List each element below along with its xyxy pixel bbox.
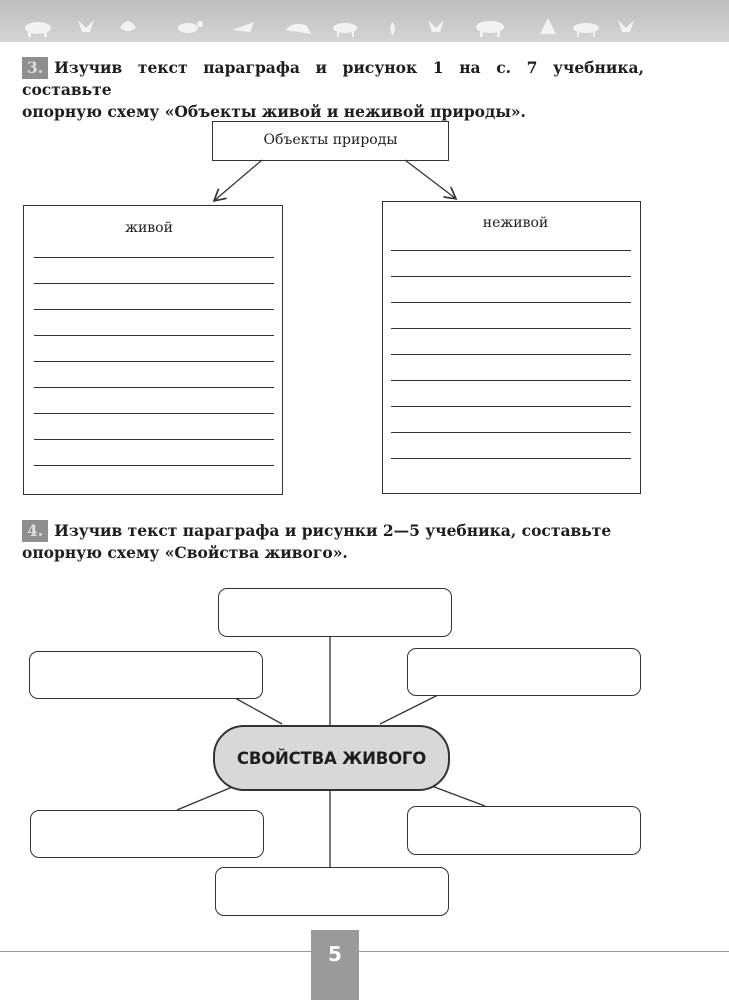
scheme3-root-label: Объекты природы [263,132,398,148]
property-box-top[interactable] [218,588,452,637]
property-box-upper-right[interactable] [407,648,641,696]
task-3-line1: Изучив текст параграфа и рисунок 1 на с. 7 учебника, составьте [22,58,644,99]
connector-lower-right [429,785,485,806]
task-4-line1: Изучив текст параграфа и рисунки 2—5 учебника, составьте [54,521,612,540]
scheme3-left-label: живой [125,220,173,236]
connector-upper-left [235,698,282,724]
connector-upper-right [380,694,440,724]
property-box-bottom[interactable] [215,867,449,916]
arrow-to-living [215,160,262,200]
arrow-to-nonliving [405,160,455,198]
connector-lower-left [177,785,237,810]
task-4-number: 4. [22,520,48,542]
footer-rule [0,951,729,952]
page-number: 5 [311,930,359,1000]
property-box-upper-left[interactable] [29,651,263,699]
scheme3-right-label: неживой [482,215,549,231]
center-label-pill [213,725,450,791]
task-4-line2: опорную схему «Свойства живого». [22,543,348,562]
center-label: СВОЙСТВА ЖИВОГО [236,748,427,768]
task-3-number: 3. [22,57,48,79]
task-3-line2: опорную схему «Объекты живой и неживой природы». [22,102,526,121]
property-box-lower-right[interactable] [407,806,641,855]
property-box-lower-left[interactable] [30,810,264,858]
